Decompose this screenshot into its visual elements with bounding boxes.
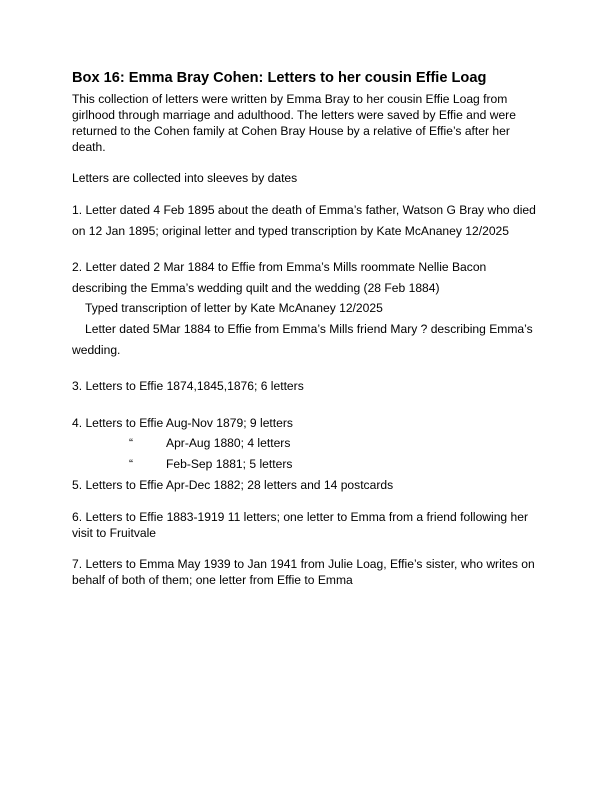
item-4-sub-text: Apr-Aug 1880; 4 letters xyxy=(166,436,291,450)
item-4-sub-row xyxy=(0,457,612,472)
ditto-mark: “ xyxy=(129,436,134,450)
item-7-line: behalf of both of them; one letter from Effie to Emma xyxy=(72,573,353,587)
item-1-line: 1. Letter dated 4 Feb 1895 about the death of Emma’s father, Watson G Bray who died xyxy=(72,203,536,217)
page-title: Box 16: Emma Bray Cohen: Letters to her cousin Effie Loag xyxy=(72,70,487,86)
item-6-line: visit to Fruitvale xyxy=(72,526,157,540)
item-2-line: 2. Letter dated 2 Mar 1884 to Effie from Emma’s Mills roommate Nellie Bacon xyxy=(72,260,487,274)
sleeves-note: Letters are collected into sleeves by dates xyxy=(72,171,298,185)
item-2-line: Letter dated 5Mar 1884 to Effie from Emma’s Mills friend Mary ? describing Emma’s xyxy=(85,322,533,336)
intro-line: This collection of letters were written by Emma Bray to her cousin Effie Loag from xyxy=(72,92,508,106)
intro-line: returned to the Cohen family at Cohen Bray House by a relative of Effie’s after her xyxy=(72,124,510,138)
intro-line: death. xyxy=(72,140,106,154)
item-7-line: 7. Letters to Emma May 1939 to Jan 1941 from Julie Loag, Effie’s sister, who writes on xyxy=(72,557,535,571)
item-2-line: Typed transcription of letter by Kate McAnaney 12/2025 xyxy=(85,301,383,315)
intro-line: girlhood through marriage and adulthood. The letters were saved by Effie and were xyxy=(72,108,516,122)
item-4-sub-text: Feb-Sep 1881; 5 letters xyxy=(166,457,293,471)
item-2-line: wedding. xyxy=(72,343,121,357)
item-4-line: 4. Letters to Effie Aug-Nov 1879; 9 letters xyxy=(72,416,293,430)
ditto-mark: “ xyxy=(129,457,134,471)
item-4-sub-row xyxy=(0,436,612,451)
item-5-line: 5. Letters to Effie Apr-Dec 1882; 28 letters and 14 postcards xyxy=(72,478,394,492)
item-1-line: on 12 Jan 1895; original letter and typed transcription by Kate McAnaney 12/2025 xyxy=(72,224,510,238)
item-3-line: 3. Letters to Effie 1874,1845,1876; 6 letters xyxy=(72,379,304,393)
item-2-line: describing the Emma’s wedding quilt and the wedding (28 Feb 1884) xyxy=(72,281,440,295)
item-6-line: 6. Letters to Effie 1883-1919 11 letters; one letter to Emma from a friend following her xyxy=(72,510,529,524)
